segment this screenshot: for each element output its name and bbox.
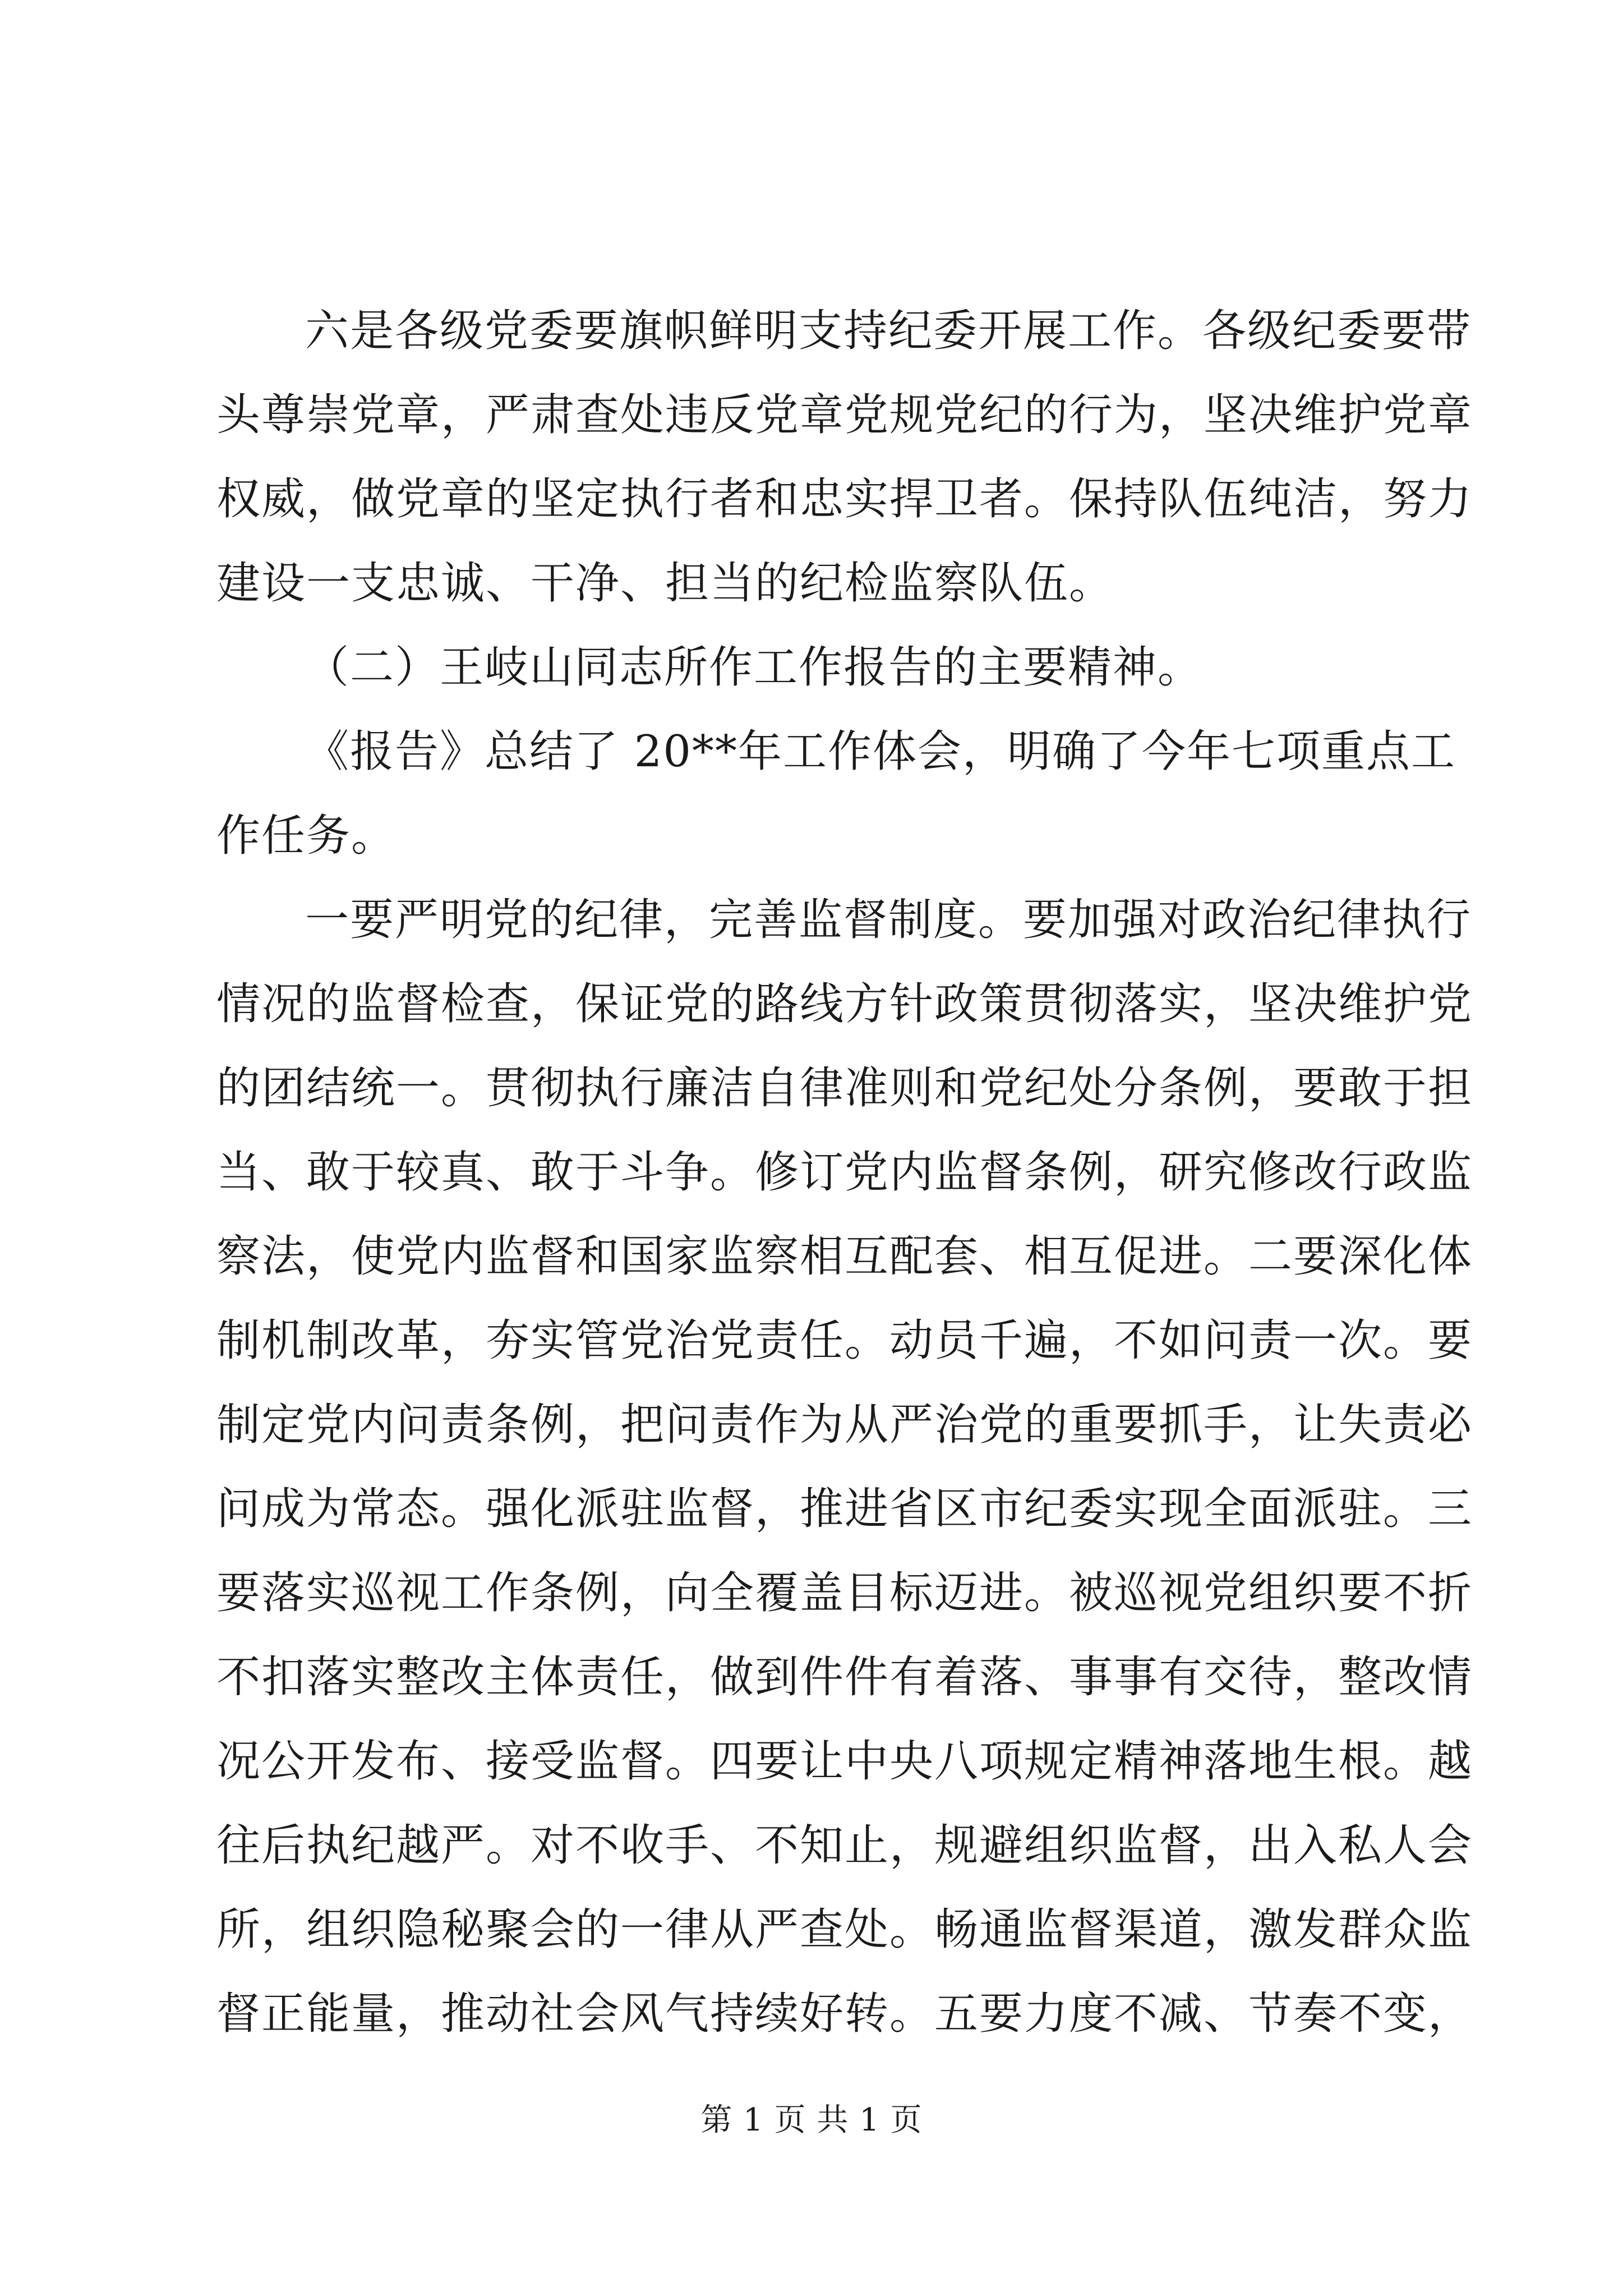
line-text: 情况的监督检查，保证党的路线方针政策贯彻落实，坚决维护党: [216, 979, 1473, 1029]
line-text: 况公开发布、接受监督。四要让中央八项规定精神落地生根。越: [216, 1736, 1473, 1787]
line-text: 六是各级党委要旗帜鲜明支持纪委开展工作。各级纪委要带: [305, 306, 1472, 356]
line-text: 《报告》总结了 20**年工作体会，明确了今年七项重点工: [305, 726, 1456, 777]
paragraph-line: [0, 875, 1623, 965]
line-text: 一要严明党的纪律，完善监督制度。要加强对政治纪律执行: [305, 895, 1472, 945]
paragraph-line: [0, 1632, 1623, 1722]
line-text: 察法，使党内监督和国家监察相互配套、相互促进。二要深化体: [216, 1231, 1473, 1282]
paragraph-line: [0, 539, 1623, 628]
section-heading-text: （二）王岐山同志所作工作报告的主要精神。: [305, 642, 1203, 693]
line-text: 作任务。: [216, 811, 396, 861]
paragraph-line: [0, 1380, 1623, 1470]
paragraph-line: [0, 1296, 1623, 1386]
line-text: 头尊崇党章，严肃查处违反党章党规党纪的行为，坚决维护党章: [216, 390, 1473, 440]
paragraph-line: [0, 959, 1623, 1049]
line-text: 往后执纪越严。对不收手、不知止，规避组织监督，出入私人会: [216, 1820, 1473, 1871]
section-heading: [0, 623, 1623, 712]
paragraph-line: [0, 1969, 1623, 2059]
paragraph-line: [0, 370, 1623, 460]
line-text: 的团结统一。贯彻执行廉洁自律准则和党纪处分条例，要敢于担: [216, 1063, 1473, 1114]
paragraph-line: [0, 1548, 1623, 1638]
paragraph-line: [0, 707, 1623, 797]
paragraph-line: [0, 1885, 1623, 1975]
paragraph-line: [0, 1043, 1623, 1133]
paragraph-line: [0, 286, 1623, 376]
line-text: 当、敢于较真、敢于斗争。修订党内监督条例，研究修改行政监: [216, 1147, 1473, 1198]
line-text: 建设一支忠诚、干净、担当的纪检监察队伍。: [216, 558, 1114, 609]
paragraph-line: [0, 1801, 1623, 1890]
paragraph-line: [0, 791, 1623, 881]
line-text: 不扣落实整改主体责任，做到件件有着落、事事有交待，整改情: [216, 1652, 1473, 1703]
paragraph-line: [0, 1464, 1623, 1554]
line-text: 制机制改革，夯实管党治党责任。动员千遍，不如问责一次。要: [216, 1315, 1473, 1366]
line-text: 要落实巡视工作条例，向全覆盖目标迈进。被巡视党组织要不折: [216, 1568, 1473, 1618]
line-text: 问成为常态。强化派驻监督，推进省区市纪委实现全面派驻。三: [216, 1484, 1473, 1534]
paragraph-line: [0, 1717, 1623, 1806]
page-footer: [0, 2095, 1623, 2146]
line-text: 督正能量，推动社会风气持续好转。五要力度不减、节奏不变，: [216, 1989, 1473, 2039]
paragraph-line: [0, 454, 1623, 544]
paragraph-line: [0, 1212, 1623, 1301]
line-text: 权威，做党章的坚定执行者和忠实捍卫者。保持队伍纯洁，努力: [216, 474, 1473, 524]
page-number-label: 第 1 页 共 1 页: [700, 2102, 923, 2138]
line-text: 所，组织隐秘聚会的一律从严查处。畅通监督渠道，激发群众监: [216, 1904, 1473, 1955]
paragraph-line: [0, 1128, 1623, 1217]
line-text: 制定党内问责条例，把问责作为从严治党的重要抓手，让失责必: [216, 1400, 1473, 1450]
